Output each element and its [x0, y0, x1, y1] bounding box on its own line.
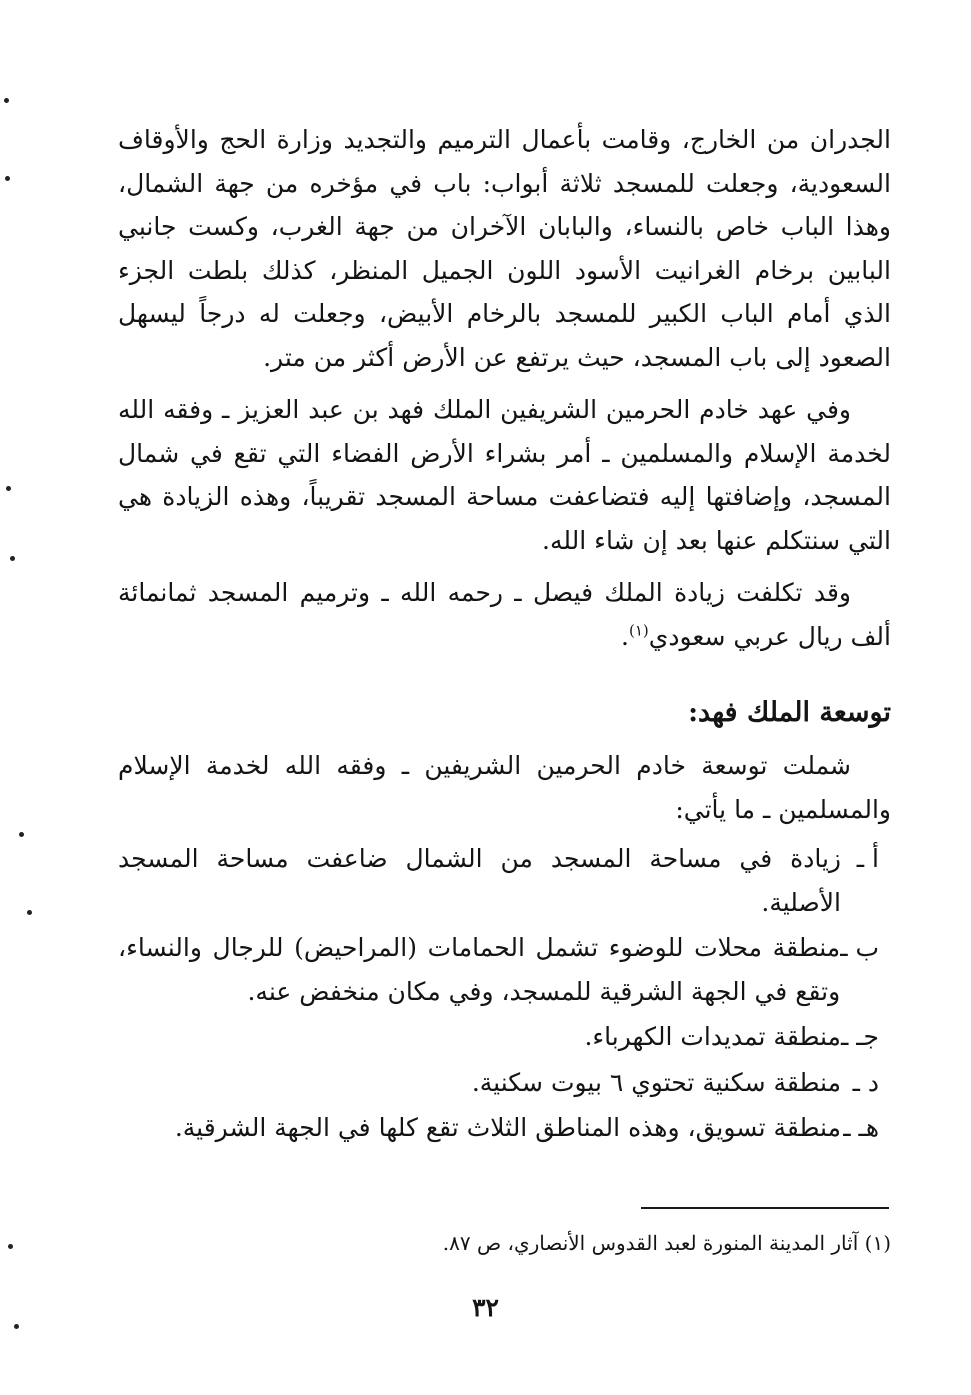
- footnote: (١) آثار المدينة المنورة لعبد القدوس الأنصاري، ص ٨٧.: [442, 1231, 891, 1255]
- list-item: [118, 1106, 891, 1150]
- list-item-text: منطقة محلات للوضوء تشمل الحمامات (المراحيض) للرجال والنساء، وتقع في الجهة الشرقية للمسجد، وفي مكان منخفض عنه.: [118, 933, 841, 1006]
- expansion-list: [118, 837, 891, 1150]
- page-number: ٣٢: [472, 1293, 499, 1322]
- list-marker: هـ ـ: [843, 1113, 879, 1142]
- scan-speck: [6, 486, 11, 491]
- list-item-text: منطقة تسويق، وهذه المناطق الثلاث تقع كلها في الجهة الشرقية.: [174, 1113, 841, 1142]
- list-marker: ب ـ: [840, 933, 879, 962]
- paragraph-intro: شملت توسعة خادم الحرمين الشريفين ـ وفقه الله لخدمة الإسلام والمسلمين ـ ما يأتي:: [118, 751, 891, 824]
- list-item: [118, 1015, 891, 1059]
- list-item: [118, 926, 891, 1013]
- paragraph-renovation: الجدران من الخارج، وقامت بأعمال الترميم والتجديد وزارة الحج والأوقاف السعودية، وجعلت للمسجد ثلاثة أبواب: باب في مؤخره من جهة الشمال، وهذا الباب خاص بالنساء، والبابان الآخران من جهة الغرب، وكست جانبي البابين برخام الغرانيت الأسود اللون الجميل المنظر، كذلك بلطت الجزء الذي أمام الباب الكبير للمسجد بالرخام الأبيض، وجعلت له درجاً ليسهل الصعود إلى باب المسجد، حيث يرتفع عن الأرض أكثر من متر.: [118, 125, 891, 372]
- scan-speck: [4, 98, 9, 103]
- paragraph-king-fahd-era: وفي عهد خادم الحرمين الشريفين الملك فهد بن عبد العزيز ـ وفقه الله لخدمة الإسلام والمسلمين ـ أمر بشراء الأرض الفضاء التي تقع في شمال المسجد، وإضافتها إليه فتضاعفت مساحة المسجد تقريباً، وهذه الزيادة هي التي سنتكلم عنها بعد إن شاء الله.: [118, 395, 891, 555]
- scan-speck: [19, 832, 24, 837]
- scan-speck: [10, 556, 15, 561]
- cost-text: وقد تكلفت زيادة الملك فيصل ـ رحمه الله ـ وترميم المسجد ثمانمائة ألف ريال عربي سعودي: [118, 578, 891, 651]
- list-item-text: منطقة سكنية تحتوي ٦ بيوت سكنية.: [471, 1067, 841, 1097]
- scan-speck: [8, 1244, 13, 1249]
- list-item: [118, 1061, 891, 1105]
- list-item: [118, 837, 891, 924]
- list-marker: أ ـ: [856, 844, 879, 873]
- list-marker: جـ ـ: [840, 1022, 879, 1051]
- cost-end: .: [621, 621, 629, 651]
- main-text: [118, 118, 891, 1150]
- paragraph-cost: [118, 571, 891, 658]
- footnote-divider: [641, 1207, 889, 1209]
- list-marker: د ـ: [852, 1067, 879, 1097]
- scan-speck: [27, 910, 32, 915]
- list-item-text: زيادة في مساحة المسجد من الشمال ضاعفت مساحة المسجد الأصلية.: [118, 844, 841, 917]
- footnote-reference: (١): [628, 621, 649, 640]
- scan-speck: [14, 1324, 19, 1329]
- list-item-text: منطقة تمديدات الكهرباء.: [584, 1022, 841, 1051]
- section-heading: توسعة الملك فهد:: [688, 697, 891, 728]
- scan-speck: [5, 176, 10, 181]
